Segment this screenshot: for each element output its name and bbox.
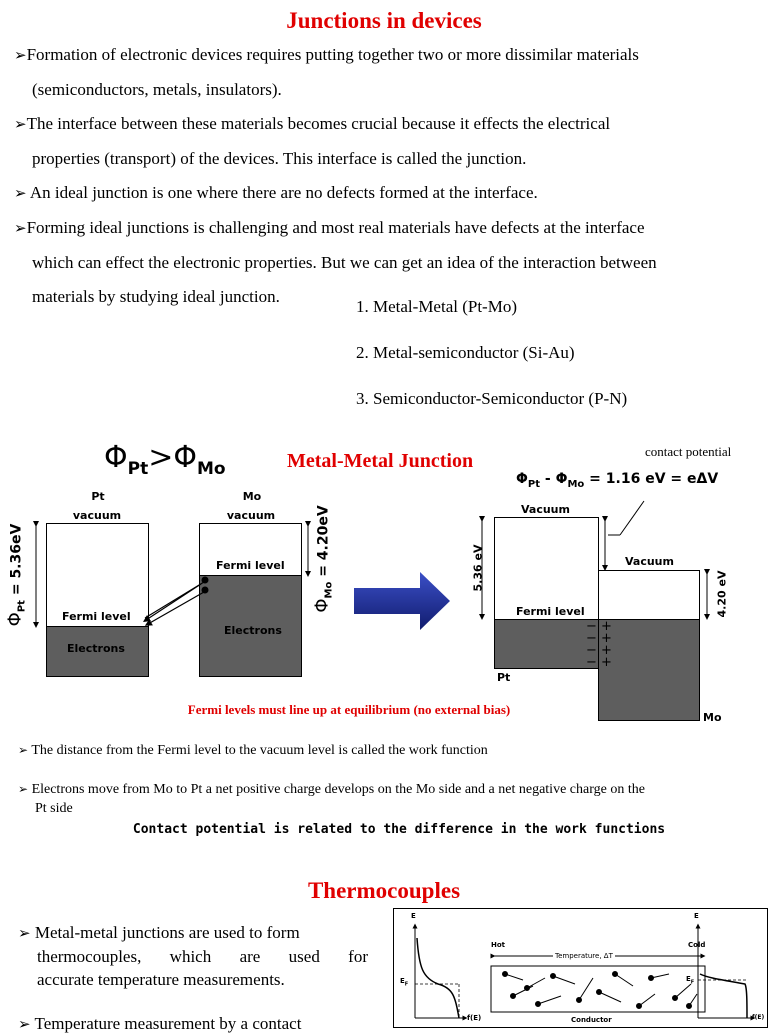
contact-statement: Contact potential is related to the difference in the work functions <box>132 822 666 837</box>
hot-label: Hot <box>491 941 506 949</box>
bullet-1 <box>14 38 756 107</box>
bullet-text: Formation of electronic devices requires putting together two or more dissimilar materials <box>26 45 639 64</box>
thermo-title: Thermocouples <box>307 878 461 903</box>
left-fermi-curve <box>417 938 459 1018</box>
junction-type-3: 3. Semiconductor-Semiconductor (P-N) <box>356 389 628 408</box>
phi-symbol: Φ <box>173 440 197 475</box>
mo-subscript: Mo <box>567 478 585 490</box>
ef-letter: E <box>686 975 691 983</box>
right-pt-label: Pt <box>497 671 511 684</box>
thermo-text: Temperature measurement by a contact <box>34 1014 302 1033</box>
diagram-caption: Fermi levels must line up at equilibrium (no external bias) <box>187 702 511 717</box>
bullet-text: materials by studying ideal junction. <box>32 287 280 306</box>
svg-text:−: − <box>586 619 597 634</box>
contact-potential-label: contact potential <box>645 444 732 459</box>
minus-sign: - <box>540 471 556 487</box>
mo-work-function-value: = 4.20eV <box>315 505 332 582</box>
mo-title: Mo <box>242 490 262 503</box>
mo-subscript: Mo <box>196 459 226 479</box>
equation-rest: = 1.16 eV = eΔV <box>584 471 719 487</box>
ef-letter: E <box>400 977 405 985</box>
ef-subscript: F <box>404 981 409 988</box>
bullet-arrow-icon: ➢ <box>14 219 27 237</box>
right-fermi-curve <box>700 974 747 1018</box>
thermo-text: thermocouples, which are used for <box>37 947 368 966</box>
bullet-arrow-icon: ➢ <box>18 782 29 796</box>
pt-fermi-label: Fermi level <box>62 610 131 623</box>
right-fermi-label: Fermi level <box>516 605 585 618</box>
svg-text:−: − <box>586 643 597 658</box>
left-fe-label: f(E) <box>467 1014 482 1022</box>
bullet-arrow-icon: ➢ <box>18 1015 31 1033</box>
right-pt-vacuum-label: Vacuum <box>521 503 570 516</box>
phi-symbol: Φ <box>516 471 528 487</box>
mo-subscript: Mo <box>323 581 335 599</box>
note-text: Electrons move from Mo to Pt a net positive charge develops on the Mo side and a net negative charge on the <box>31 782 645 797</box>
work-function-arrows <box>0 500 360 690</box>
ef-subscript: F <box>690 979 695 986</box>
left-ef-label <box>400 977 408 987</box>
cold-label: Cold <box>688 941 706 949</box>
phi-symbol: Φ <box>311 598 333 613</box>
phi-symbol: Φ <box>555 471 568 487</box>
pt-subscript: Pt <box>127 459 149 479</box>
mo-work-function-label <box>312 505 335 612</box>
svg-text:−: − <box>586 631 597 646</box>
junction-type-2: 2. Metal-semiconductor (Si-Au) <box>356 343 575 362</box>
right-mo-gap-label: 4.20 eV <box>715 570 729 618</box>
bullet-arrow-icon: ➢ <box>14 46 27 64</box>
junction-type-1: 1. Metal-Metal (Pt-Mo) <box>356 297 517 316</box>
note-text: The distance from the Fermi level to the vacuum level is called the work function <box>31 743 488 758</box>
thermo-text: accurate temperature measurements. <box>37 970 285 989</box>
pt-work-function-label <box>5 524 28 627</box>
bullet-text: (semiconductors, metals, insulators). <box>32 79 282 99</box>
left-e-label: E <box>411 912 416 920</box>
transition-arrow-icon <box>354 570 454 632</box>
svg-text:−: − <box>586 655 597 670</box>
right-fe-label: f(E) <box>752 1014 765 1021</box>
thermo-text: Metal-metal junctions are used to form <box>34 923 300 942</box>
thermo-bullet-2 <box>18 1012 368 1036</box>
right-mo-label: Mo <box>703 711 722 724</box>
pt-electrons-label: Electrons <box>67 642 125 655</box>
conductor-box <box>491 966 705 1012</box>
bullet-text: An ideal junction is one where there are no defects formed at the interface. <box>26 183 538 202</box>
mo-fermi-label: Fermi level <box>216 559 285 572</box>
bullet-text: which can effect the electronic properties. But we can get an idea of the interaction between <box>32 252 657 272</box>
bullet-arrow-icon: ➢ <box>14 184 27 202</box>
interface-charges <box>586 619 612 670</box>
thermo-bullet-1 <box>18 921 368 991</box>
bullet-3 <box>14 176 756 211</box>
temperature-label: Temperature, ΔT <box>555 952 613 960</box>
note-2 <box>18 780 758 818</box>
bullet-text: Forming ideal junctions is challenging and most real materials have defects at the interface <box>26 218 645 237</box>
contact-potential-pointer <box>620 501 644 535</box>
right-e-label: E <box>694 912 699 920</box>
page-title: Junctions in devices <box>286 8 482 33</box>
diagram-heading: Metal-Metal Junction <box>287 450 474 472</box>
svg-text:+: + <box>601 619 612 634</box>
conductor-label: Conductor <box>571 1016 612 1024</box>
note-text: Pt side <box>35 801 73 816</box>
mo-electrons-label: Electrons <box>224 624 282 637</box>
svg-text:+: + <box>601 655 612 670</box>
phi-symbol: Φ <box>4 612 26 627</box>
electron-transfer-arrow <box>146 584 201 620</box>
note-1 <box>18 741 758 760</box>
pt-title: Pt <box>91 490 105 503</box>
phi-symbol: Φ <box>104 440 128 475</box>
mo-vacuum-label: vacuum <box>226 509 276 522</box>
right-mo-vacuum-label: Vacuum <box>625 555 674 568</box>
bullet-2 <box>14 107 756 176</box>
bullet-arrow-icon: ➢ <box>18 743 29 757</box>
right-ef-label <box>686 975 694 985</box>
contact-potential-equation <box>516 471 718 490</box>
pt-subscript: Pt <box>527 478 541 490</box>
bullet-text: properties (transport) of the devices. This interface is called the junction. <box>32 148 527 168</box>
right-pt-gap-label: 5.36 eV <box>471 544 485 592</box>
bullet-arrow-icon: ➢ <box>14 115 27 133</box>
work-function-comparison <box>104 440 226 479</box>
thermocouple-figure-graphics <box>393 908 768 1024</box>
pt-vacuum-label: vacuum <box>72 509 122 522</box>
bullet-arrow-icon: ➢ <box>18 924 31 942</box>
pt-subscript: Pt <box>16 600 28 613</box>
pt-work-function-value: = 5.36eV <box>8 523 25 601</box>
svg-text:+: + <box>601 643 612 658</box>
svg-text:+: + <box>601 631 612 646</box>
greater-than-sign: > <box>148 440 174 475</box>
electron-transfer-arrow <box>148 592 204 624</box>
right-diagram-annotations <box>470 495 740 685</box>
bullet-text: The interface between these materials becomes crucial because it effects the electrical <box>26 114 611 133</box>
